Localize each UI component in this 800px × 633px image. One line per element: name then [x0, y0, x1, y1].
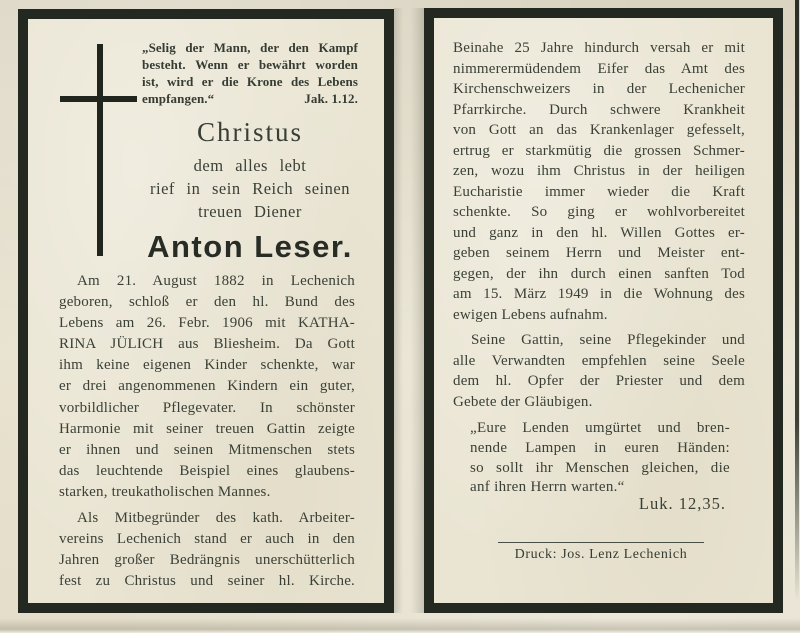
obituary-text: [453, 38, 745, 412]
text-line: schenkte. So ging er wohlvorbereitet: [453, 204, 745, 220]
deceased-name: Anton Leser.: [147, 229, 353, 264]
text-line: geben seinem Herrn und Meister ent-: [453, 245, 745, 261]
text-line: starken, treukatholischen Mannes.: [59, 483, 271, 500]
text-line: Am 21. August 1882 in Lechenich: [77, 273, 355, 289]
text-line: ist, wird er die Krone des Lebens: [142, 74, 358, 89]
text-line: Gebete der Gläubigen.: [453, 393, 593, 410]
cross-vertical-bar: [97, 44, 103, 256]
right-page-inner: [434, 18, 773, 603]
text-line: Jahren großer Bedrängnis unerschütterlich: [59, 552, 355, 569]
cross-horizontal-bar: [60, 96, 137, 102]
obituary-paragraph: [453, 38, 745, 325]
scripture-epigraph: [142, 39, 358, 107]
scan-edge-shadow-right: [795, 0, 799, 601]
printer-imprint: Druck: Jos. Lenz Lechenich: [498, 542, 704, 563]
title-section: [142, 39, 358, 265]
closing-scripture-quote: [470, 419, 730, 498]
text-line: Kirchenschweizers in der Lechenicher: [453, 81, 745, 97]
text-line: das leuchtende Beispiel eines glaubens-: [59, 462, 355, 479]
text-line: gegen, der ihn durch einen sanften Tod: [453, 265, 745, 282]
biography-paragraph: [59, 508, 355, 592]
text-line: besteht. Wenn er bewährt worden: [142, 57, 358, 72]
text-line: anf ihren Herrn warten.“: [470, 479, 625, 496]
text-line: Lebens am 26. Febr. 1906 mit KATHA-: [59, 315, 355, 332]
text-line: nimmerermüdendem Eifer das Amt des: [453, 60, 745, 77]
text-line: Pfarrkirche. Durch schwere Krankheit: [453, 101, 745, 118]
text-line: RINA JÜLICH aus Bliesheim. Da Gott: [59, 336, 355, 353]
biography-text: [59, 271, 355, 592]
text-line: vorbildlicher Pflegevater. In schönster: [59, 399, 355, 416]
text-line: er drei angenommenen Kindern ein guter,: [59, 378, 355, 395]
epigraph-last-line: [142, 90, 358, 107]
text-line: und ganz in den hl. Willen Gottes er-: [453, 224, 745, 241]
text-line: Eucharistie immer wieder die Kraft: [453, 183, 745, 200]
scan-edge-shadow-bottom: [0, 618, 800, 633]
left-page: [18, 9, 394, 613]
text-line: Als Mitbegründer des kath. Arbeiter-: [77, 510, 355, 527]
text-line: „Selig der Mann, der den Kampf: [142, 40, 358, 55]
text-line: „Eure Lenden umgürtet und bren-: [470, 420, 730, 436]
dedication-lines: [142, 154, 358, 223]
right-page: [424, 8, 783, 613]
left-page-inner: [28, 19, 384, 603]
text-line: Harmonie mit seiner treuen Gattin zeigte: [59, 420, 355, 437]
text-line: vereins Lechenich stand er auch in den: [59, 531, 355, 548]
fold-gap: [394, 8, 424, 613]
closing-quote-citation: Luk. 12,35.: [638, 494, 726, 513]
text-line: nende Lampen in euren Händen:: [470, 439, 730, 456]
obituary-paragraph: [453, 330, 745, 412]
text-line: Beinahe 25 Jahre hindurch versah er mit: [453, 40, 745, 56]
epigraph-lines: [142, 39, 358, 90]
text-line: dem alles lebt: [193, 156, 307, 175]
biography-paragraph: [59, 271, 355, 503]
epigraph-citation: Jak. 1.12.: [304, 91, 358, 106]
text-line: ertrug er starkmütig die grossen Schmer-: [453, 142, 745, 159]
text-line: am 15. März 1949 in die Wohnung des: [453, 286, 745, 302]
heading-christus: Christus: [196, 117, 304, 147]
text-line: Seine Gattin, seine Pflegekinder und: [471, 332, 745, 348]
text-line: alle Verwandten empfehlen seine Seele: [453, 352, 745, 369]
text-line: ewigen Lebens aufnahm.: [453, 306, 608, 323]
text-line: zen, wozu ihm Christus in der heiligen: [453, 163, 745, 179]
text-line: er ihnen und seinen Mitmenschen stets: [59, 441, 355, 458]
text-line: fest zu Christus und seiner hl. Kirche.: [59, 573, 355, 590]
epigraph-text-end: empfangen.“: [142, 91, 215, 106]
text-line: treuen Diener: [198, 202, 302, 221]
text-line: ihm keine eigenen Kinder schenkte, war: [59, 357, 355, 374]
text-line: dem hl. Opfer der Priester und dem: [453, 373, 745, 389]
text-line: von Gott an das Krankenlager gefesselt,: [453, 122, 745, 138]
text-line: so sollt ihr Menschen gleichen, die: [470, 459, 730, 476]
text-line: rief in sein Reich seinen: [150, 179, 350, 198]
text-line: geboren, schloß er den hl. Bund des: [59, 294, 355, 311]
